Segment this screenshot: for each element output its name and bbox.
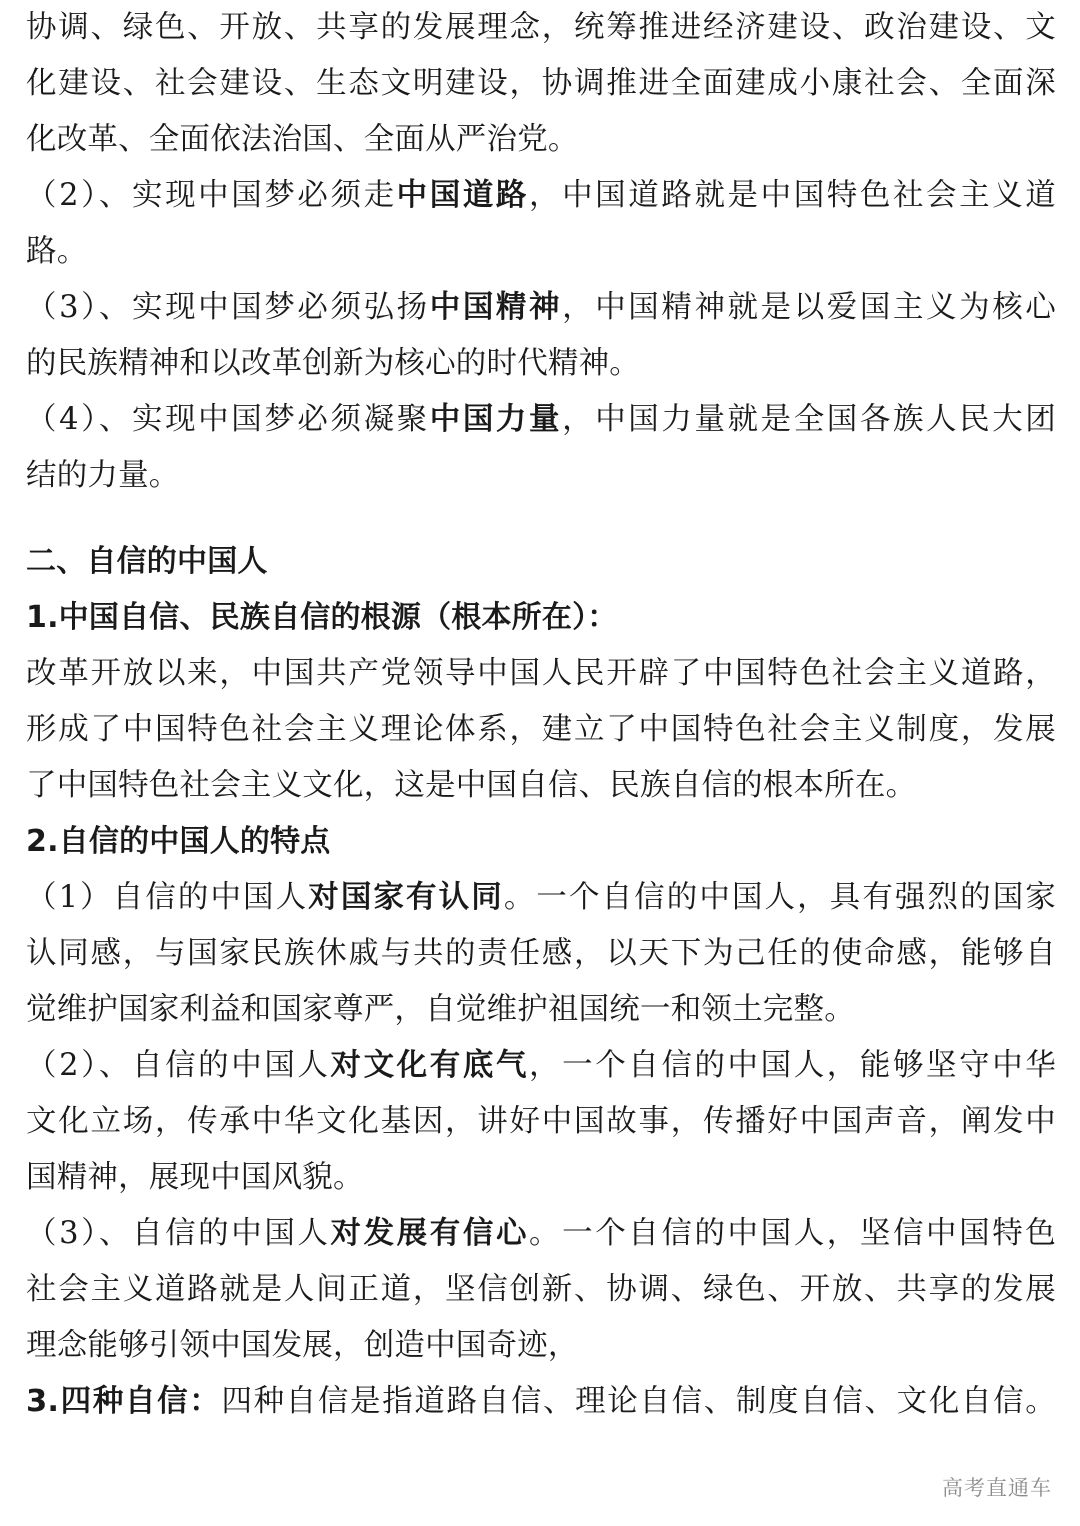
subheading-traits: 2.自信的中国人的特点	[26, 824, 331, 859]
trait-3-keyword: 对发展有信心	[330, 1216, 530, 1251]
dream-item-4-suffix: ，中国力量就是全国各族人民大团	[562, 402, 1056, 437]
dream-item-4-prefix: （4）、实现中国梦必须凝聚	[26, 402, 430, 437]
trait-3-line-2: 社会主义道路就是人间正道，坚信创新、协调、绿色、开放、共享的发展	[26, 1272, 1056, 1307]
intro-line-3: 化改革、全面依法治国、全面从严治党。	[26, 122, 579, 157]
intro-line-1: 协调、绿色、开放、共享的发展理念，统筹推进经济建设、政治建设、文	[26, 10, 1056, 45]
trait-2-prefix: （2）、自信的中国人	[26, 1048, 331, 1083]
dream-item-3-keyword: 中国精神	[429, 290, 563, 325]
dream-item-4-keyword: 中国力量	[429, 402, 563, 437]
subheading-roots: 1.中国自信、民族自信的根源（根本所在）：	[26, 600, 618, 635]
dream-item-4-continued: 结的力量。	[26, 458, 180, 493]
four-confidences	[26, 1374, 1056, 1430]
roots-line-2: 形成了中国特色社会主义理论体系，建立了中国特色社会主义制度，发展	[26, 712, 1056, 747]
trait-1-suffix: 。一个自信的中国人，具有强烈的国家	[503, 880, 1056, 915]
dream-item-4	[26, 392, 1056, 448]
dream-item-2-prefix: （2）、实现中国梦必须走	[26, 178, 397, 213]
dream-item-2-continued: 路。	[26, 234, 88, 269]
trait-3-line-3: 理念能够引领中国发展，创造中国奇迹，	[26, 1328, 579, 1363]
dream-item-2-suffix: ，中国道路就是中国特色社会主义道	[529, 178, 1056, 213]
trait-1	[26, 870, 1056, 926]
section-spacer	[26, 504, 1056, 534]
trait-2-line-3: 国精神，展现中国风貌。	[26, 1160, 364, 1195]
dream-item-2	[26, 168, 1056, 224]
section-heading: 二、自信的中国人	[26, 544, 268, 579]
trait-2	[26, 1038, 1056, 1094]
trait-3-suffix: 。一个自信的中国人，坚信中国特色	[529, 1216, 1056, 1251]
document-page	[26, 0, 1056, 1430]
intro-line-2: 化建设、社会建设、生态文明建设，协调推进全面建成小康社会、全面深	[26, 66, 1056, 101]
roots-line-3: 了中国特色社会主义文化，这是中国自信、民族自信的根本所在。	[26, 768, 917, 803]
trait-3	[26, 1206, 1056, 1262]
watermark: 高考直通车	[942, 1476, 1052, 1500]
roots-line-1: 改革开放以来，中国共产党领导中国人民开辟了中国特色社会主义道路，	[26, 656, 1056, 691]
dream-item-3-continued: 的民族精神和以改革创新为核心的时代精神。	[26, 346, 640, 381]
dream-item-3-prefix: （3）、实现中国梦必须弘扬	[26, 290, 430, 325]
dream-item-2-keyword: 中国道路	[396, 178, 530, 213]
trait-1-line-2: 认同感，与国家民族休戚与共的责任感，以天下为己任的使命感，能够自	[26, 936, 1056, 971]
trait-1-line-3: 觉维护国家利益和国家尊严，自觉维护祖国统一和领土完整。	[26, 992, 855, 1027]
four-confidences-text: 四种自信是指道路自信、理论自信、制度自信、文化自信。	[221, 1384, 1056, 1419]
dream-item-3-suffix: ，中国精神就是以爱国主义为核心	[562, 290, 1056, 325]
trait-1-prefix: （1）自信的中国人	[26, 880, 309, 915]
trait-2-suffix: ，一个自信的中国人，能够坚守中华	[529, 1048, 1056, 1083]
dream-item-3	[26, 280, 1056, 336]
trait-2-keyword: 对文化有底气	[330, 1048, 530, 1083]
trait-2-line-2: 文化立场，传承中华文化基因，讲好中国故事，传播好中国声音，阐发中	[26, 1104, 1056, 1139]
trait-3-prefix: （3）、自信的中国人	[26, 1216, 331, 1251]
four-confidences-label: 3.四种自信：	[26, 1384, 222, 1419]
trait-1-keyword: 对国家有认同	[308, 880, 504, 915]
